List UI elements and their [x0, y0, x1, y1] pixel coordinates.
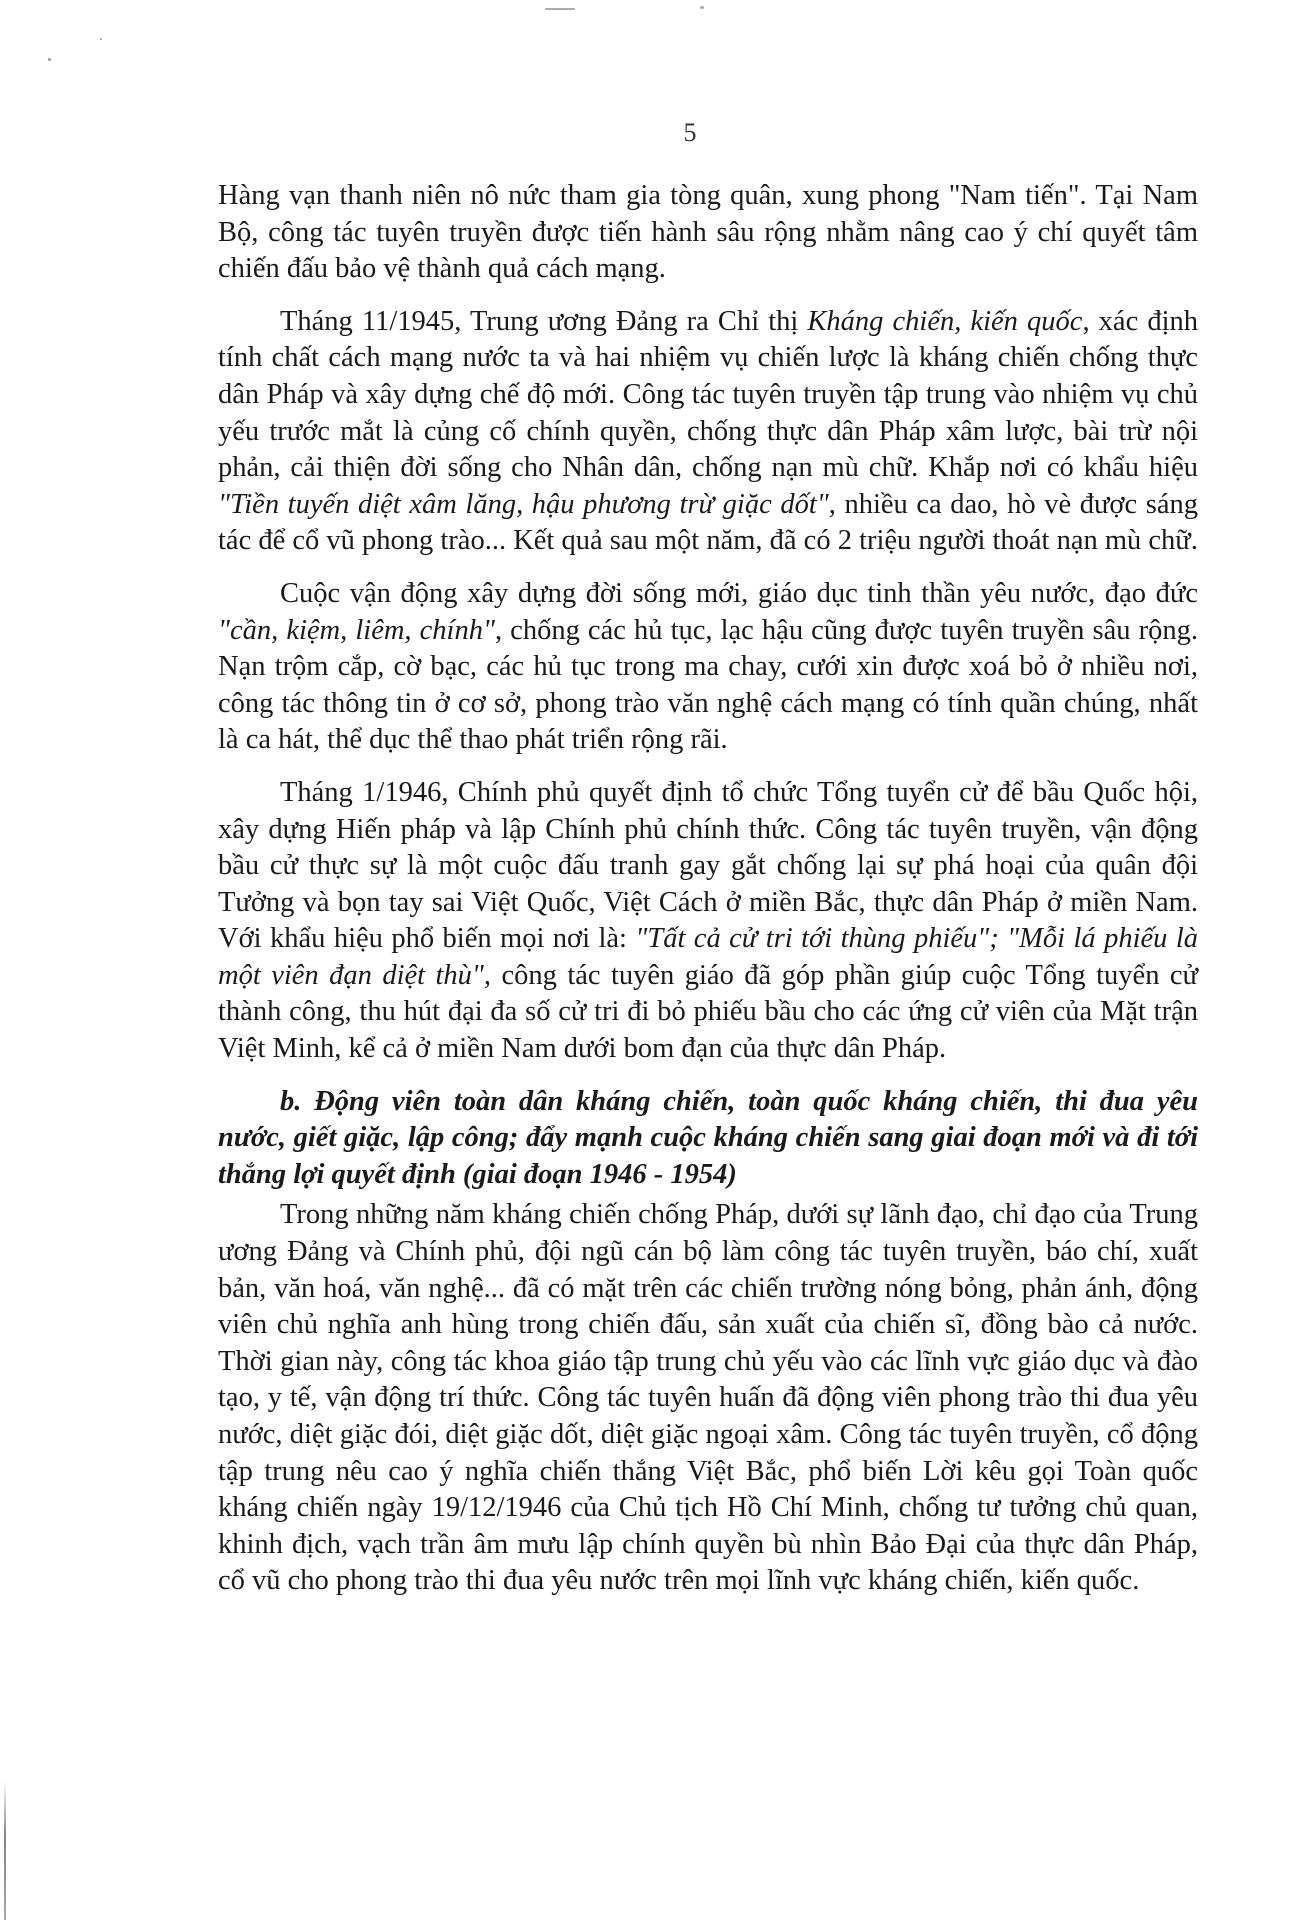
italic-text: "Tất cả cử tri tới thùng phiếu"; "Mỗi lá phiếu là một viên đạn diệt thù": [218, 923, 1199, 991]
body-paragraph: [218, 178, 1198, 288]
paragraph-text: , chống các hủ tục, lạc hậu cũng được tuyên truyền sâu rộng. Nạn trộm cắp, cờ bạc, các hủ tục trong ma chay, cưới xin được xoá bỏ ở nhiều nơi, công tác thông tin ở cơ sở, phong trào văn nghệ cách mạng có tính quần chúng, nhất là ca hát, thể dục thể thao phát triển rộng rãi.: [218, 614, 1198, 756]
scan-artifact: [48, 58, 51, 61]
scan-artifact: [100, 38, 102, 40]
section-heading: [218, 1084, 1198, 1194]
body-paragraph: [218, 775, 1198, 1068]
italic-text: Kháng chiến, kiến quốc: [807, 305, 1083, 337]
paragraph-text: Hàng vạn thanh niên nô nức tham gia tòng quân, xung phong "Nam tiến". Tại Nam Bộ, công tác tuyên truyền được tiến hành sâu rộng nhằm nâng cao ý chí quyết tâm chiến đấu bảo vệ thành quả cách mạng.: [218, 180, 1198, 285]
paragraph-text: , công tác tuyên giáo đã góp phần giúp cuộc Tổng tuyển cử thành công, thu hút đại đa số cử tri đi bỏ phiếu bầu cho các ứng cử viên của Mặt trận Việt Minh, kể cả ở miền Nam dưới bom đạn của thực dân Pháp.: [218, 959, 1198, 1065]
paragraph-text: , xác định tính chất cách mạng nước ta và hai nhiệm vụ chiến lược là kháng chiến chống thực dân Pháp và xây dựng chế độ mới. Công tác tuyên truyền tập trung vào nhiệm vụ chủ yếu trước mắt là củng cố chính quyền, chống thực dân Pháp xâm lược, bài trừ nội phản, cải thiện đời sống cho Nhân dân, chống nạn mù chữ. Khắp nơi có khẩu hiệu: [218, 305, 1198, 484]
body-paragraph: [218, 304, 1198, 560]
paragraph-text: b. Động viên toàn dân kháng chiến, toàn quốc kháng chiến, thi đua yêu nước, giết giặc, lập công; đẩy mạnh cuộc kháng chiến sang giai đoạn mới và đi tới thắng lợi quyết định (giai đoạn 1946 - 1954): [218, 1085, 1198, 1190]
paragraph-text: Tháng 11/1945, Trung ương Đảng ra Chỉ thị: [280, 305, 808, 337]
italic-text: "Tiền tuyến diệt xâm lăng, hậu phương trừ giặc dốt": [218, 488, 829, 520]
scan-edge-line: [4, 1780, 6, 1920]
scan-artifact: [700, 6, 704, 9]
paragraph-text: , nhiều ca dao, hò vè được sáng tác để cổ vũ phong trào... Kết quả sau một năm, đã có 2 triệu người thoát nạn mù chữ.: [218, 488, 1198, 557]
body-paragraph: [218, 1197, 1198, 1600]
paragraph-text: Trong những năm kháng chiến chống Pháp, dưới sự lãnh đạo, chỉ đạo của Trung ương Đảng và Chính phủ, đội ngũ cán bộ làm công tác tuyên truyền, báo chí, xuất bản, văn hoá, văn nghệ... đã có mặt trên các chiến trường nóng bỏng, phản ánh, động viên chủ nghĩa anh hùng trong chiến đấu, sản xuất của chiến sĩ, đồng bào cả nước. Thời gian này, công tác khoa giáo tập trung chủ yếu vào các lĩnh vực giáo dục và đào tạo, y tế, vận động trí thức. Công tác tuyên huấn đã động viên phong trào thi đua yêu nước, diệt giặc đói, diệt giặc dốt, diệt giặc ngoại xâm. Công tác tuyên truyền, cổ động tập trung nêu cao ý nghĩa chiến thắng Việt Bắc, phổ biến Lời kêu gọi Toàn quốc kháng chiến ngày 19/12/1946 của Chủ tịch Hồ Chí Minh, chống tư tưởng chủ quan, khinh địch, vạch trần âm mưu lập chính quyền bù nhìn Bảo Đại của thực dân Pháp, cổ vũ cho phong trào thi đua yêu nước trên mọi lĩnh vực kháng chiến, kiến quốc.: [218, 1199, 1198, 1597]
body-paragraph: [218, 576, 1198, 759]
paragraph-text: Cuộc vận động xây dựng đời sống mới, giáo dục tinh thần yêu nước, đạo đức: [280, 577, 1198, 609]
paragraph-text: Tháng 1/1946, Chính phủ quyết định tổ chức Tổng tuyển cử để bầu Quốc hội, xây dựng Hiến pháp và lập Chính phủ chính thức. Công tác tuyên truyền, vận động bầu cử thực sự là một cuộc đấu tranh gay gắt chống lại sự phá hoại của quân đội Tưởng và bọn tay sai Việt Quốc, Việt Cách ở miền Bắc, thực dân Pháp ở miền Nam. Với khẩu hiệu phổ biến mọi nơi là:: [218, 776, 1198, 955]
document-body: [218, 178, 1198, 1616]
italic-text: "cần, kiệm, liêm, chính": [218, 614, 495, 646]
page-number: 5: [683, 118, 697, 147]
scan-artifact: [545, 8, 575, 10]
